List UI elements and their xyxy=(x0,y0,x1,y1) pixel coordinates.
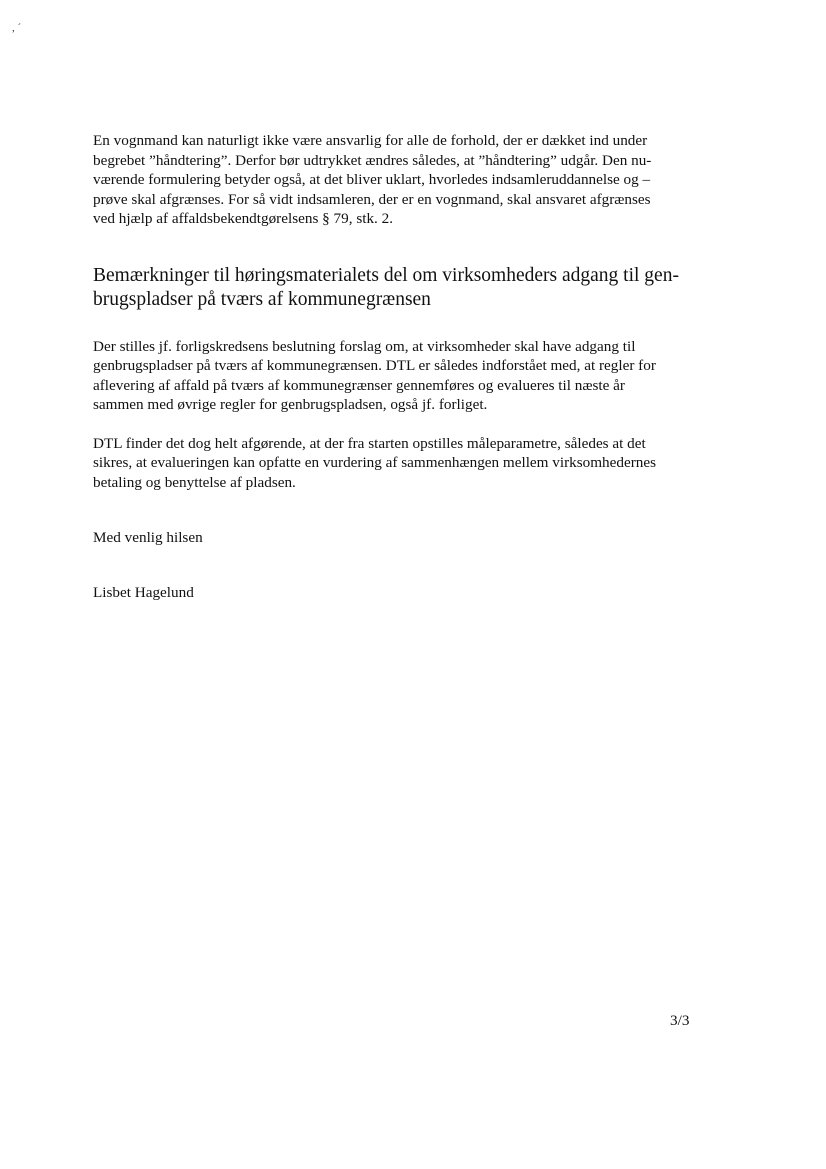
signature-name: Lisbet Hagelund xyxy=(93,583,194,601)
heading-line: brugspladser på tværs af kommunegrænsen xyxy=(93,288,431,310)
text-line: aflevering af affald på tværs af kommunegrænser gennemføres og evalueres til næste år xyxy=(93,376,625,394)
text-line: prøve skal afgrænses. For så vidt indsamleren, der er en vognmand, skal ansvaret afgrænses xyxy=(93,190,651,208)
text-line: DTL finder det dog helt afgørende, at der fra starten opstilles måleparametre, således at det xyxy=(93,434,646,452)
text-line: genbrugspladser på tværs af kommunegrænsen. DTL er således indforstået med, at regler for xyxy=(93,357,656,374)
text-line: Der stilles jf. forligskredsens beslutning forslag om, at virksomheder skal have adgang til xyxy=(93,337,636,355)
closing-greeting: Med venlig hilsen xyxy=(93,529,203,546)
letter-body xyxy=(93,131,733,602)
paragraph-genbrugspladser xyxy=(93,337,733,415)
text-line: En vognmand kan naturligt ikke være ansvarlig for alle de forhold, der er dækket ind under xyxy=(93,132,648,149)
section-heading xyxy=(93,264,733,312)
text-line: sammen med øvrige regler for genbrugspladsen, også jf. forliget. xyxy=(93,396,488,413)
scan-mark: , ´ xyxy=(12,22,22,34)
paragraph-vognmand-ansvar xyxy=(93,131,733,229)
heading-line: Bemærkninger til høringsmaterialets del om virksomheders adgang til gen- xyxy=(93,264,679,286)
page-number: 3/3 xyxy=(670,1012,690,1029)
text-line: sikres, at evalueringen kan opfatte en vurdering af sammenhængen mellem virksomhedernes xyxy=(93,454,657,471)
text-line: begrebet ”håndtering”. Derfor bør udtrykket ændres således, at ”håndtering” udgår. Den nu- xyxy=(93,151,652,169)
text-line: betaling og benyttelse af pladsen. xyxy=(93,473,296,491)
text-line: ved hjælp af affaldsbekendtgørelsens § 79, stk. 2. xyxy=(93,210,394,227)
paragraph-maaleparametre xyxy=(93,434,733,493)
text-line: værende formulering betyder også, at det bliver uklart, hvorledes indsamleruddannelse og – xyxy=(93,171,651,188)
